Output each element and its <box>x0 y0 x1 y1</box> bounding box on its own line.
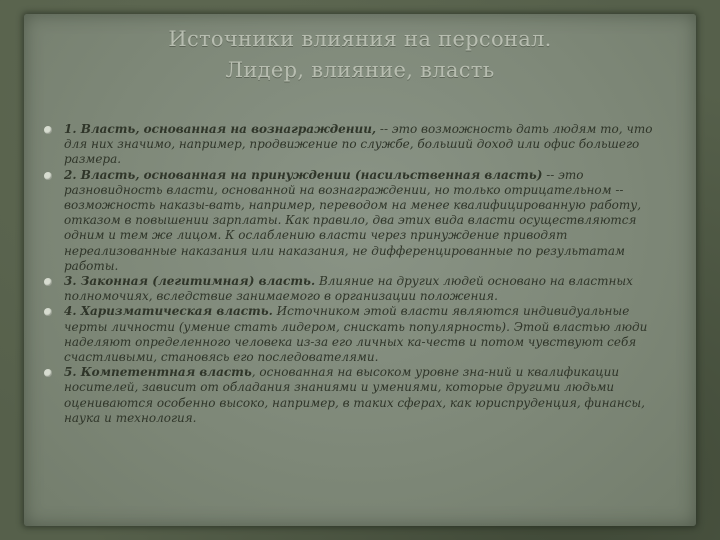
item-lead: 5. Компетентная власть <box>64 365 252 380</box>
slide-title <box>24 24 696 86</box>
item-text: -- это возможность дать людям то, что для них значимо, например, продвижение по службе, больший доход или офис большего размера. <box>64 122 653 167</box>
bullet-icon <box>44 172 52 180</box>
bullet-icon <box>44 308 52 316</box>
title-line-2: Лидер, влияние, власть <box>225 58 495 82</box>
slide <box>24 14 696 526</box>
item-text: -- это разновидность власти, основанной на вознаграждении, но только отрицательном -- возможность наказы-вать, например, переводом на менее квалифицированную работу, отказом в повышении зарплаты. Как правило, два этих вида власти осуществляются одним и тем же лицом. К ослаблению власти через принуждение приводят нереализованные наказания или наказания, не дифференцированные по результатам работы. <box>64 167 642 273</box>
item-lead: 1. Власть, основанная на вознаграждении, <box>64 122 377 136</box>
item-lead: 4. Харизматическая власть. <box>64 304 273 319</box>
item-text: Влияние на других людей основано на властных полномочиях, вследствие занимаемого в организации положения. <box>64 274 633 304</box>
item-text: , основанная на высоком уровне зна-ний и квалификации носителей, зависит от обладания знаниями и умениями, которые другими людьми оцениваются особенно высоко, например, в таких сферах, как юриспруденция, финансы, наука и технология. <box>64 365 645 425</box>
bullet-icon <box>44 369 52 377</box>
list-item <box>44 304 674 365</box>
item-text: Источником этой власти являются индивидуальные черты личности (умение стать лидером, снискать популярность). Этой властью люди наделяют определенного человека из-за его личных ка-честв и потом чувствуют себя счастливыми, становясь его последователями. <box>64 304 648 365</box>
list-item <box>44 274 674 304</box>
bullet-list <box>44 122 674 426</box>
list-item <box>44 122 674 168</box>
bullet-icon <box>44 278 52 286</box>
item-lead: 2. Власть, основанная на принуждении (насильственная власть) <box>64 167 543 182</box>
list-item <box>44 168 674 274</box>
title-line-1: Источники влияния на персонал. <box>168 27 552 51</box>
bullet-icon <box>44 126 52 134</box>
list-item <box>44 365 674 426</box>
item-lead: 3. Законная (легитимная) власть. <box>64 274 316 289</box>
